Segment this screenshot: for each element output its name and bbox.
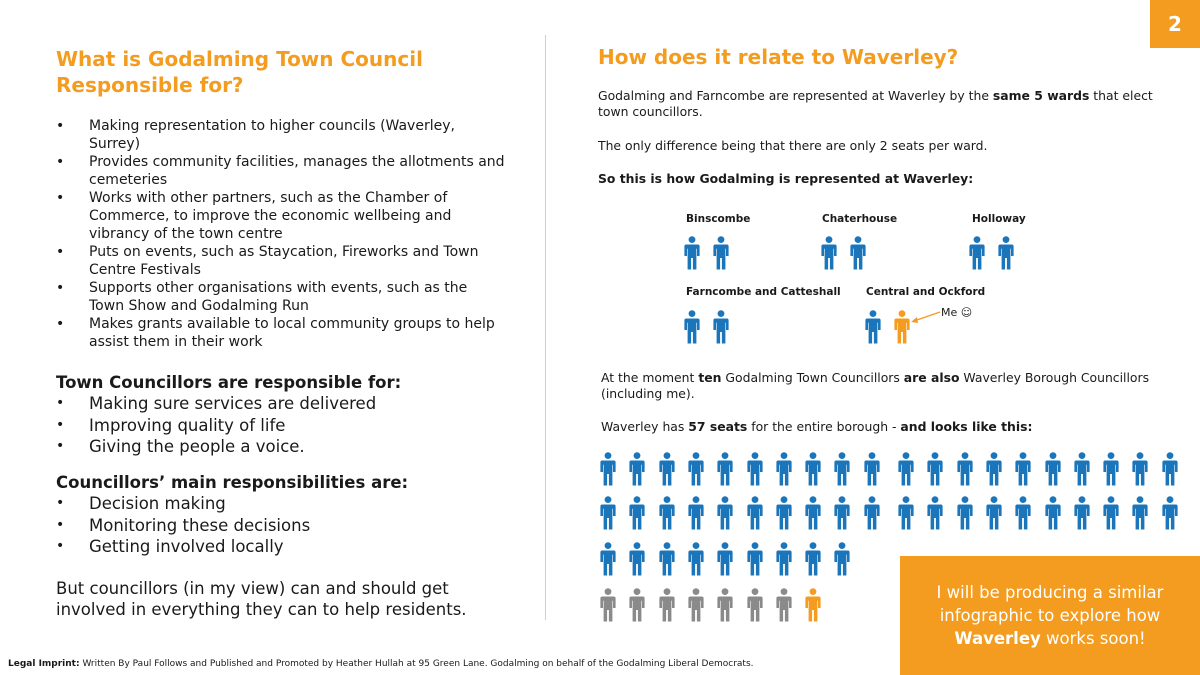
seat-icon-grey [717, 588, 733, 626]
waverley-seats-text [601, 419, 1176, 435]
seat-icon [957, 496, 973, 534]
seat-icon-grey [776, 588, 792, 626]
seat-icon [776, 452, 792, 490]
seat-icon-grey [747, 588, 763, 626]
list-item: • Making sure services are delivered [56, 393, 516, 415]
seat-icon [629, 496, 645, 534]
person-icon [713, 236, 729, 274]
seats-per-ward-text: The only difference being that there are only 2 seats per ward. [598, 138, 988, 153]
list-item: • Works with other partners, such as the Chamber of Commerce, to improve the economic wellbeing and vibrancy of the town centre [56, 189, 506, 243]
seat-icon [717, 542, 733, 580]
seat-icon [805, 452, 821, 490]
text: Godalming Town Councillors [721, 370, 904, 385]
seat-icon [1074, 452, 1090, 490]
seat-icon [659, 496, 675, 534]
footer-callout [900, 556, 1200, 675]
seat-icon [659, 452, 675, 490]
bold-text: ten [698, 370, 722, 385]
seat-icon [986, 452, 1002, 490]
seat-icon [1103, 452, 1119, 490]
me-label: Me ☺ [941, 306, 973, 319]
seat-icon [747, 496, 763, 534]
seat-icon [717, 452, 733, 490]
seat-icon-grey [600, 588, 616, 626]
list-item: • Making representation to higher councils (Waverley, Surrey) [56, 117, 506, 153]
ward-label-chaterhouse: Chaterhouse [822, 213, 898, 225]
bold-text: 57 seats [688, 419, 748, 434]
ward-label-central-ockford: Central and Ockford [866, 286, 986, 298]
ward-label-farncombe-catteshall: Farncombe and Catteshall [686, 286, 841, 298]
seat-icon [1103, 496, 1119, 534]
text: Waverley has [601, 419, 689, 434]
seat-icon [747, 452, 763, 490]
seat-icon [834, 452, 850, 490]
list-item: • Supports other organisations with events, such as the Town Show and Godalming Run [56, 279, 506, 315]
person-icon [969, 236, 985, 274]
seat-icon [747, 542, 763, 580]
seat-icon [717, 496, 733, 534]
section-heading: Town Councillors are responsible for: [56, 373, 402, 392]
person-icon [821, 236, 837, 274]
list-item: • Monitoring these decisions [56, 515, 516, 537]
bold-text: and looks like this: [900, 419, 1033, 434]
seat-icon [688, 496, 704, 534]
seat-icon [1162, 496, 1178, 534]
person-icon [850, 236, 866, 274]
seat-icon-grey [629, 588, 645, 626]
legal-text: Written By Paul Follows and Published and Promoted by Heather Hullah at 95 Green Lane. Godalming on behalf of the Godalming Liberal Democrats. [79, 659, 754, 669]
seat-icon [1074, 496, 1090, 534]
column-divider [545, 35, 546, 620]
text: works soon! [1040, 629, 1146, 648]
main-responsibilities-list [56, 493, 516, 558]
legal-imprint [8, 658, 754, 670]
seat-icon-grey [659, 588, 675, 626]
seat-icon [927, 452, 943, 490]
seat-icon [629, 542, 645, 580]
person-icon [684, 310, 700, 348]
person-icon [713, 310, 729, 348]
seat-icon [1045, 496, 1061, 534]
seat-icon [957, 452, 973, 490]
seat-icon-grey [688, 588, 704, 626]
seat-icon [776, 496, 792, 534]
closing-paragraph: But councillors (in my view) can and should get involved in everything they can to help residents. [56, 579, 467, 619]
representation-heading: So this is how Godalming is represented at Waverley: [598, 171, 974, 186]
seat-icon [805, 542, 821, 580]
seat-icon [986, 496, 1002, 534]
text: Waverley Borough Councillors (including me). [601, 370, 1150, 401]
ward-label-holloway: Holloway [972, 213, 1026, 225]
seat-icon [898, 496, 914, 534]
seat-icon [1015, 496, 1031, 534]
current-councillors-text [601, 370, 1176, 402]
list-item: • Puts on events, such as Staycation, Fireworks and Town Centre Festivals [56, 243, 506, 279]
intro-text: that elect town councillors. [598, 88, 1153, 119]
seat-icon [1132, 452, 1148, 490]
list-item: • Getting involved locally [56, 536, 516, 558]
town-councillors-list [56, 393, 516, 458]
list-item: • Improving quality of life [56, 415, 516, 437]
seat-icon [898, 452, 914, 490]
seat-icon [927, 496, 943, 534]
text: I will be producing a similar infographic to explore how [936, 583, 1164, 625]
ward-label-binscombe: Binscombe [686, 213, 751, 225]
seat-icon [600, 452, 616, 490]
seat-icon [600, 542, 616, 580]
seat-icon-highlighted [805, 588, 821, 626]
me-arrow-icon [908, 308, 942, 324]
person-icon [684, 236, 700, 274]
bold-text: Waverley [954, 629, 1041, 648]
responsibilities-list [56, 117, 506, 351]
seat-icon [805, 496, 821, 534]
bold-text: are also [903, 370, 960, 385]
section-heading: Councillors’ main responsibilities are: [56, 473, 409, 492]
seat-icon [776, 542, 792, 580]
seat-icon [864, 452, 880, 490]
text: for the entire borough - [747, 419, 901, 434]
list-item: • Giving the people a voice. [56, 436, 516, 458]
seat-icon [688, 542, 704, 580]
footer-text [915, 581, 1185, 650]
seat-icon [1132, 496, 1148, 534]
person-icon [865, 310, 881, 348]
seat-icon [1162, 452, 1178, 490]
person-icon [998, 236, 1014, 274]
main-responsibilities-section [56, 472, 516, 558]
seat-icon [1015, 452, 1031, 490]
list-item: • Decision making [56, 493, 516, 515]
intro-paragraph [598, 88, 1158, 120]
list-item: • Provides community facilities, manages the allotments and cemeteries [56, 153, 506, 189]
intro-bold: same 5 wards [992, 88, 1090, 103]
legal-label: Legal Imprint: [8, 659, 80, 669]
seat-icon [688, 452, 704, 490]
person-icon-highlighted [894, 310, 910, 348]
seat-icon [659, 542, 675, 580]
seat-icon [834, 542, 850, 580]
page-number: 2 [1150, 0, 1200, 48]
right-title: How does it relate to Waverley? [598, 45, 959, 69]
list-item: • Makes grants available to local community groups to help assist them in their work [56, 315, 506, 351]
seat-icon [600, 496, 616, 534]
text: At the moment [601, 370, 699, 385]
seat-icon [864, 496, 880, 534]
seat-icon [1045, 452, 1061, 490]
seat-icon [629, 452, 645, 490]
town-councillors-section [56, 372, 516, 458]
seat-icon [834, 496, 850, 534]
intro-text: Godalming and Farncombe are represented at Waverley by the [598, 88, 993, 103]
left-title: What is Godalming Town Council Responsible for? [56, 47, 423, 97]
